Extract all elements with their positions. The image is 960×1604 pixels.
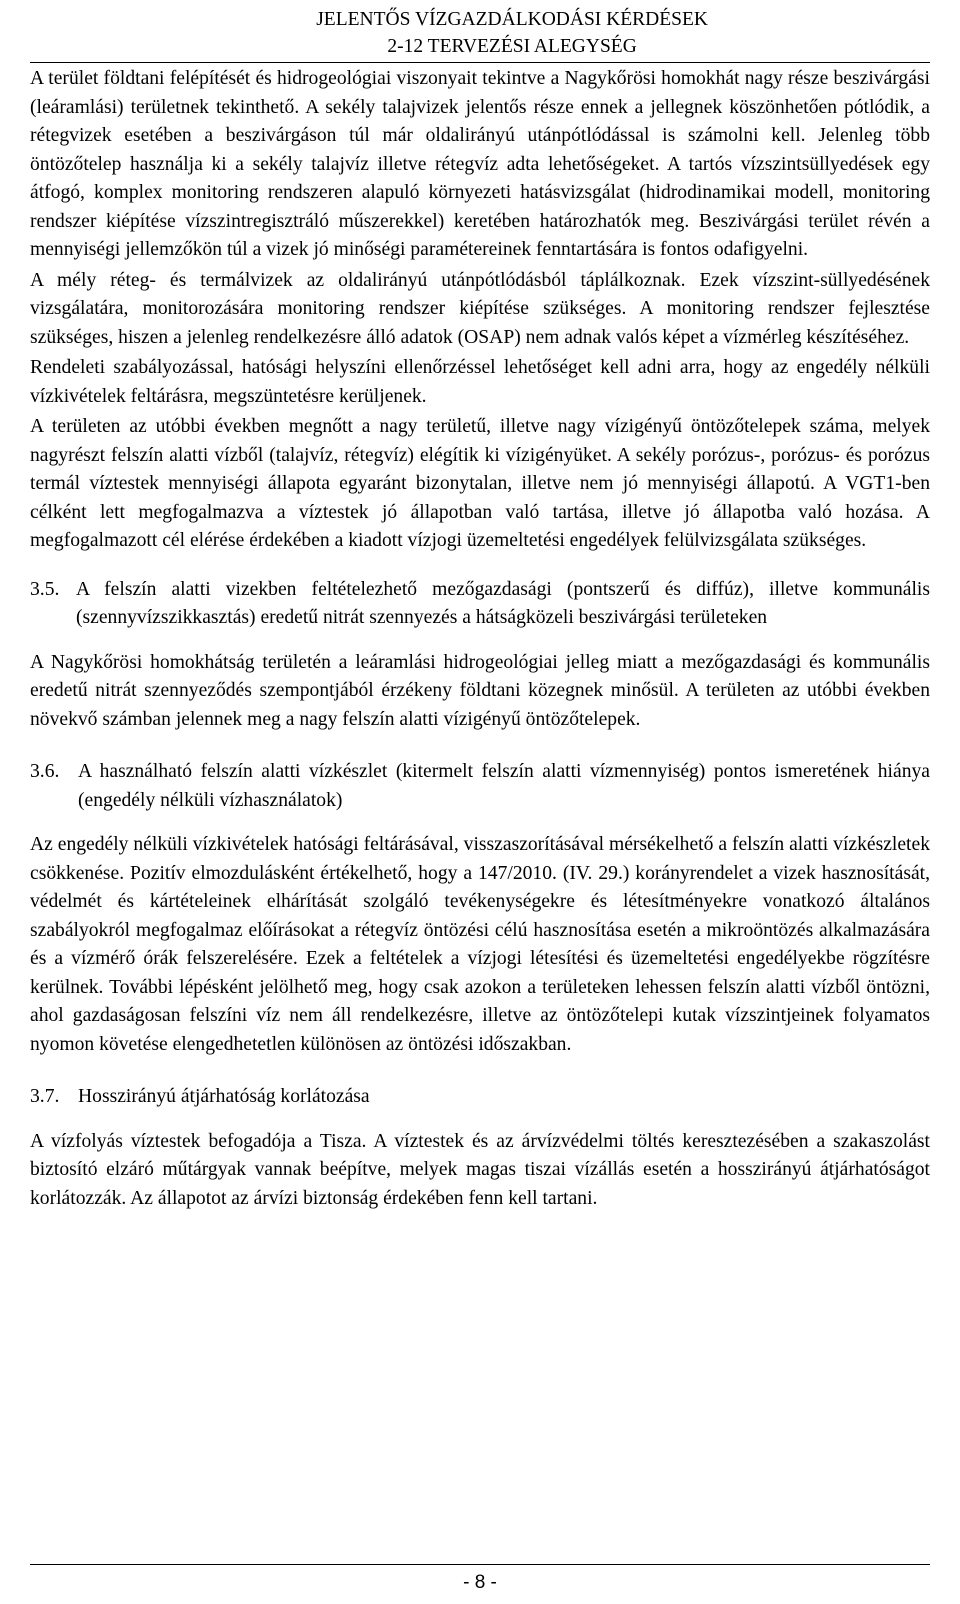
section-title: A használható felszín alatti vízkészlet (kitermelt felszín alatti vízmennyiség) pontos ismeretének hiánya (engedély nélküli vízhasználatok)	[78, 761, 930, 811]
section-body: Az engedély nélküli vízkivételek hatósági feltárásával, visszaszorításával mérsékelhető a felszín alatti vízkészletek csökkenése. Pozitív elmozdulásként értékelhető, hogy a 147/2010. (IV. 29.) korányrendelet a vizek hasznosítását, védelmét és kártételeinek elhárítását szolgáló tevékenységekre és létesítményekre vonatkozó általános szabályokról megfogalmaz előírásokat a rétegvíz öntözési célú hasznosítása esetén a mikroöntözés alkalmazására és a vízmérő órák felszerelésére. Ezek a feltételek a vízjogi létesítési és üzemeltetési engedélyekbe rögzítésre kerülnek. További lépésként jelölhető meg, hogy csak azokon a területeken lehessen felszín alatti vízből öntözni, ahol gazdaságosan felszíni víz nem áll rendelkezésre, illetve az öntözőtelepi kutak vízszintjeinek folyamatos nyomon követése elengedhetetlen különösen az öntözési időszakban.	[30, 834, 930, 1055]
header-planning-subunit: 2-12 TERVEZÉSI ALEGYSÉG	[387, 36, 637, 57]
paragraph: Rendeleti szabályozással, hatósági helyszíni ellenőrzéssel lehetőséget kell adni arra, hogy az engedély nélküli vízkivételek feltárásra, megszüntetésre kerüljenek.	[30, 357, 930, 407]
header-document-title: JELENTŐS VÍZGAZDÁLKODÁSI KÉRDÉSEK	[316, 9, 708, 30]
section-title: Hosszirányú átjárhatóság korlátozása	[78, 1086, 370, 1107]
section-body: A Nagykőrösi homokhátság területén a leáramlási hidrogeológiai jelleg miatt a mezőgazdasági és kommunális eredetű nitrát szennyeződés szempontjából érzékeny földtani közegnek minősül. A területen az utóbbi években növekvő számban jelennek meg a nagy felszín alatti vízigényű öntözőtelepek.	[30, 651, 930, 730]
page-header	[316, 6, 708, 60]
document-body	[30, 65, 930, 1213]
header-divider	[30, 62, 930, 63]
section-heading-3-7	[30, 1083, 930, 1112]
paragraph: A területen az utóbbi években megnőtt a nagy területű, illetve nagy vízigényű öntözőtelepek száma, melyek nagyrészt felszín alatti vízből (talajvíz, rétegvíz) elégítik ki vízigényüket. A sekély porózus-, porózus- és porózus termál víztestek mennyiségi állapota egyaránt bizonytalan, illetve nem jó mennyiségi állapotú. A VGT1-ben célként lett megfogalmazva a víztestek jó állapotban való tartása, illetve jó állapotba való hozása. A megfogalmazott cél elérése érdekében a kiadott vízjogi üzemeltetési engedélyek felülvizsgálata szükséges.	[30, 416, 930, 551]
section-heading-3-6	[30, 758, 930, 815]
section-number: 3.7.	[30, 1086, 60, 1107]
footer-divider	[30, 1564, 930, 1565]
page-number: - 8 -	[463, 1572, 497, 1593]
paragraph: A terület földtani felépítését és hidrogeológiai viszonyait tekintve a Nagykőrösi homokhát nagy része beszivárgási (leáramlási) területnek tekinthető. A sekély talajvizek jelentős része ennek a jellegnek köszönhetően pótlódik, a rétegvizek esetében a beszivárgáson túl már oldalirányú utánpótlódással is számolni kell. Jelenleg több öntözőtelep használja ki a sekély talajvíz illetve rétegvíz adta lehetőségeket. A tartós vízszintsüllyedések egy átfogó, komplex monitoring rendszeren alapuló környezeti hatásvizsgálat (hidrodinamikai modell, monitoring rendszer kiépítése vízszintregisztráló műszerekkel) keretében határozhatók meg. Beszivárgási terület révén a mennyiségi jellemzőkön túl a vizek jó minőségi paramétereinek fenntartására is fontos odafigyelni.	[30, 68, 930, 260]
section-number: 3.5.	[30, 578, 60, 600]
section-body: A vízfolyás víztestek befogadója a Tisza. A víztestek és az árvízvédelmi töltés keresztezésében a szakaszolást biztosító elzáró műtárgyak vannak beépítve, melyek magas tiszai vízállás esetén a hosszirányú átjárhatóságot korlátozzák. Az állapotot az árvízi biztonság érdekében fenn kell tartani.	[30, 1130, 930, 1209]
section-number: 3.6.	[30, 761, 60, 782]
section-heading-3-5	[30, 576, 930, 633]
paragraph: A mély réteg- és termálvizek az oldalirányú utánpótlódásból táplálkoznak. Ezek vízszint-süllyedésének vizsgálatára, monitorozására monitoring rendszer kiépítése szükséges. A monitoring rendszer fejlesztése szükséges, hiszen a jelenleg rendelkezésre álló adatok (OSAP) nem adnak valós képet a vízmérleg készítéséhez.	[30, 269, 930, 348]
section-title: A felszín alatti vizekben feltételezhető mezőgazdasági (pontszerű és diffúz), illetve kommunális (szennyvízszikkasztás) eredetű nitrát szennyezés a hátságközeli beszivárgási területeken	[76, 578, 930, 628]
